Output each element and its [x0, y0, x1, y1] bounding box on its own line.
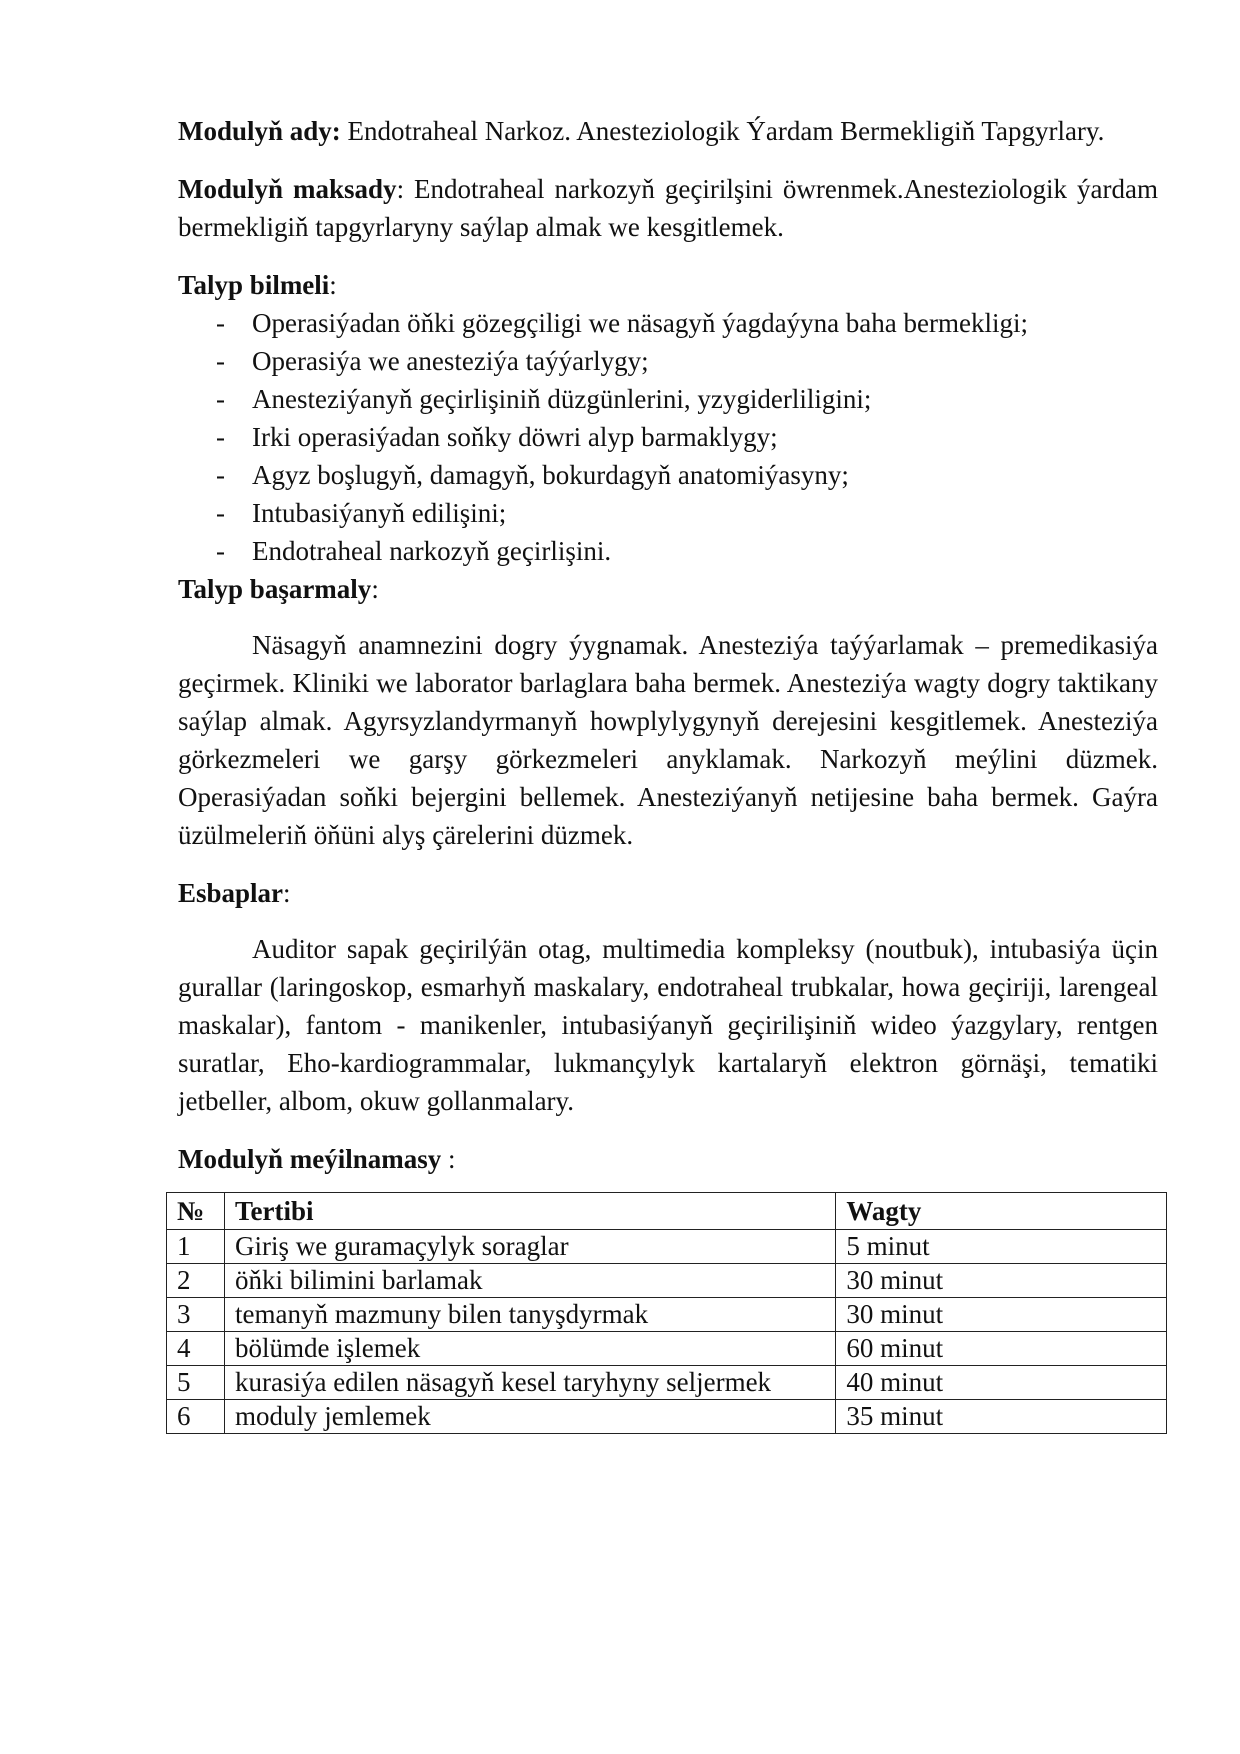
column-header-time: Wagty — [836, 1193, 1167, 1230]
cell-number: 1 — [167, 1230, 225, 1264]
table-row — [167, 1400, 1167, 1434]
student-knows-colon: : — [329, 270, 337, 300]
equipment-label: Esbaplar — [178, 878, 284, 908]
module-plan-table — [166, 1192, 1167, 1434]
cell-number: 5 — [167, 1366, 225, 1400]
table-row — [167, 1298, 1167, 1332]
cell-step: kurasiýa edilen näsagyň kesel taryhyny seljermek — [224, 1366, 835, 1400]
dash-bullet: - — [216, 346, 225, 376]
table-row — [167, 1264, 1167, 1298]
dash-bullet: - — [216, 308, 225, 338]
list-item-text: Operasiýa we anesteziýa taýýarlygy; — [252, 346, 649, 376]
list-item-text: Intubasiýanyň edilişini; — [252, 498, 507, 528]
module-goal-paragraph — [178, 170, 1158, 246]
student-knows-list — [178, 304, 1158, 570]
list-item — [178, 418, 1158, 456]
dash-bullet: - — [216, 422, 225, 452]
cell-number: 2 — [167, 1264, 225, 1298]
table-header-row — [167, 1193, 1167, 1230]
cell-time: 40 minut — [836, 1366, 1167, 1400]
plan-heading — [178, 1140, 1158, 1178]
column-header-number: № — [167, 1193, 225, 1230]
list-item — [178, 494, 1158, 532]
dash-bullet: - — [216, 498, 225, 528]
student-does-label: Talyp başarmaly — [178, 574, 372, 604]
module-name-paragraph — [178, 112, 1158, 150]
list-item-text: Operasiýadan öňki gözegçiligi we näsagyň ýagdaýyna baha bermekligi; — [252, 308, 1028, 338]
cell-step: temanyň mazmuny bilen tanyşdyrmak — [224, 1298, 835, 1332]
table-row — [167, 1230, 1167, 1264]
list-item-text: Agyz boşlugyň, damagyň, bokurdagyň anatomiýasyny; — [252, 460, 849, 490]
module-goal-label: Modulyň maksady — [178, 174, 397, 204]
cell-step: Giriş we guramaçylyk soraglar — [224, 1230, 835, 1264]
cell-time: 5 minut — [836, 1230, 1167, 1264]
cell-number: 6 — [167, 1400, 225, 1434]
equipment-colon: : — [283, 878, 291, 908]
cell-number: 3 — [167, 1298, 225, 1332]
student-does-heading — [178, 570, 1158, 608]
student-knows-label: Talyp bilmeli — [178, 270, 330, 300]
cell-number: 4 — [167, 1332, 225, 1366]
table-row — [167, 1366, 1167, 1400]
student-knows-heading — [178, 266, 1158, 304]
plan-label: Modulyň meýilnamasy — [178, 1144, 442, 1174]
cell-time: 35 minut — [836, 1400, 1167, 1434]
list-item-text: Anesteziýanyň geçirlişiniň düzgünlerini, yzygiderliligini; — [252, 384, 872, 414]
dash-bullet: - — [216, 536, 225, 566]
dash-bullet: - — [216, 384, 225, 414]
plan-colon: : — [441, 1144, 456, 1174]
list-item — [178, 532, 1158, 570]
cell-time: 30 minut — [836, 1264, 1167, 1298]
cell-step: bölümde işlemek — [224, 1332, 835, 1366]
table-row — [167, 1332, 1167, 1366]
cell-time: 60 minut — [836, 1332, 1167, 1366]
cell-time: 30 minut — [836, 1298, 1167, 1332]
list-item — [178, 380, 1158, 418]
cell-step: moduly jemlemek — [224, 1400, 835, 1434]
module-name-label: Modulyň ady: — [178, 116, 341, 146]
document-page — [178, 112, 1158, 1434]
list-item-text: Irki operasiýadan soňky döwri alyp barmaklygy; — [252, 422, 778, 452]
module-goal-text: : Endotraheal narkozyň geçirilşini öwrenmek.Anesteziologik ýardam bermekligiň tapgyrlaryny saýlap almak we kesgitlemek. — [178, 174, 1158, 242]
column-header-order: Tertibi — [224, 1193, 835, 1230]
equipment-heading — [178, 874, 1158, 912]
student-does-colon: : — [371, 574, 379, 604]
equipment-text: Auditor sapak geçirilýän otag, multimedia kompleksy (noutbuk), intubasiýa üçin gurallar (laringoskop, esmarhyň maskalary, endotraheal trubkalar, howa geçiriji, larengeal maskalar), fantom - manikenler, intubasiýanyň geçirilişiniň wideo ýazgylary, rentgen suratlar, Eho-kardiogrammalar, lukmançylyk kartalaryň elektron görnäşi, tematiki jetbeller, albom, okuw gollanmalary. — [178, 934, 1158, 1116]
module-name-text: Endotraheal Narkoz. Anesteziologik Ýardam Bermekligiň Tapgyrlary. — [340, 116, 1105, 146]
list-item-text: Endotraheal narkozyň geçirlişini. — [252, 536, 612, 566]
student-does-text: Näsagyň anamnezini dogry ýygnamak. Anesteziýa taýýarlamak – premedikasiýa geçirmek. Kliniki we laborator barlaglara baha bermek. Anesteziýa wagty dogry taktikany saýlap almak. Agyrsyzlandyrmanyň howplylygynyň derejesini kesgitlemek. Anesteziýa görkezmeleri we garşy görkezmeleri anyklamak. Narkozyň meýlini düzmek. Operasiýadan soňki bejergini bellemek. Anesteziýanyň netijesine baha bermek. Gaýra üzülmeleriň öňüni alyş çärelerini düzmek. — [178, 630, 1158, 850]
list-item — [178, 304, 1158, 342]
list-item — [178, 342, 1158, 380]
cell-step: öňki bilimini barlamak — [224, 1264, 835, 1298]
list-item — [178, 456, 1158, 494]
dash-bullet: - — [216, 460, 225, 490]
